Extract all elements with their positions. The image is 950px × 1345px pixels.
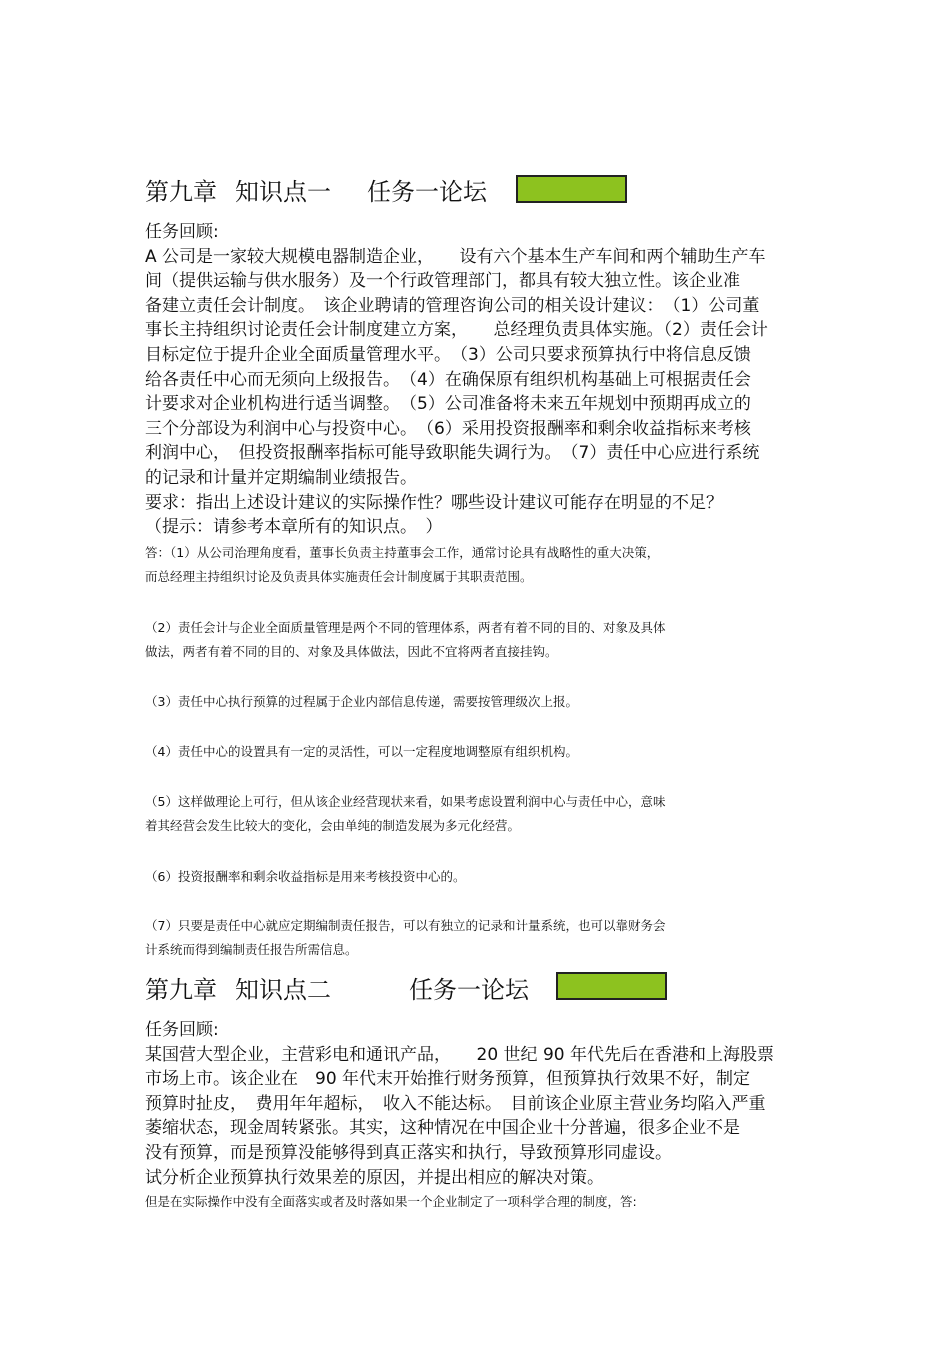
body-line: 给各责任中心而无须向上级报告。 （4）在确保原有组织机构基础上可根据责任会: [145, 369, 751, 390]
answer-5: [145, 790, 825, 838]
section1-heading: [145, 172, 487, 212]
answer-4: [145, 740, 825, 764]
section1-body: [145, 220, 825, 540]
answer-line: （2）责任会计与企业全面质量管理是两个不同的管理体系，两者有着不同的目的、对象及具体: [145, 620, 666, 635]
body-line: A 公司是一家较大规模电器制造企业， 设有六个基本生产车间和两个辅助生产车: [145, 246, 766, 267]
answer-line: （5）这样做理论上可行，但从该企业经营现状来看，如果考虑设置利润中心与责任中心，意味: [145, 794, 666, 809]
answer-line: （4）责任中心的设置具有一定的灵活性，可以一定程度地调整原有组织机构。: [145, 744, 578, 759]
answer-line: （3）责任中心执行预算的过程属于企业内部信息传递，需要按管理级次上报。: [145, 694, 578, 709]
highlight-box: [556, 972, 667, 1000]
body-line: 计要求对企业机构进行适当调整。 （5）公司准备将未来五年规划中预期再成立的: [145, 394, 751, 415]
section-label: 任务回顾:: [145, 1020, 219, 1040]
body-line: 目标定位于提升企业全面质量管理水平。 （3）公司只要求预算执行中将信息反馈: [145, 344, 751, 365]
answer-2: [145, 616, 825, 664]
answer-line: 做法，两者有着不同的目的、对象及具体做法，因此不宜将两者直接挂钩。: [145, 644, 558, 659]
body-line: 萎缩状态，现金周转紧张。其实，这种情况在中国企业十分普遍，很多企业不是: [145, 1118, 740, 1139]
answer-line: 而总经理主持组织讨论及负责具体实施责任会计制度属于其职责范围。: [145, 569, 533, 584]
heading-knowledge-point: 知识点一: [235, 178, 331, 206]
answer-1: [145, 541, 825, 589]
heading-task-forum: 任务一论坛: [409, 976, 529, 1004]
answer-7: [145, 914, 825, 962]
heading-chapter: 第九章: [145, 976, 217, 1004]
body-line: 三个分部设为利润中心与投资中心。 （6）采用投资报酬率和剩余收益指标来考核: [145, 418, 751, 439]
answer-line: 计系统而得到编制责任报告所需信息。: [145, 942, 358, 957]
heading-task-forum: 任务一论坛: [367, 178, 487, 206]
section2-trailing: [145, 1190, 825, 1214]
answer-line: 答：（1）从公司治理角度看，董事长负责主持董事会工作，通常讨论具有战略性的重大决策，: [145, 545, 660, 560]
body-line: 要求：指出上述设计建议的实际操作性？哪些设计建议可能存在明显的不足？: [145, 492, 723, 513]
answer-6: [145, 865, 825, 889]
body-line: 备建立责任会计制度。 该企业聘请的管理咨询公司的相关设计建议： （1）公司董: [145, 295, 760, 316]
answer-line: （7）只要是责任中心就应定期编制责任报告，可以有独立的记录和计量系统，也可以靠财务会: [145, 918, 666, 933]
body-line: 预算时扯皮， 费用年年超标， 收入不能达标。 目前该企业原主营业务均陷入严重: [145, 1093, 766, 1114]
section2-body: [145, 1018, 825, 1190]
heading-chapter: 第九章: [145, 178, 217, 206]
section-label: 任务回顾:: [145, 222, 219, 242]
body-line: 事长主持组织讨论责任会计制度建立方案， 总经理负责具体实施。（2）责任会计: [145, 320, 768, 341]
answer-3: [145, 690, 825, 714]
section2-heading: [145, 970, 529, 1010]
body-line: 试分析企业预算执行效果差的原因，并提出相应的解决对策。: [145, 1167, 604, 1188]
answer-line: （6）投资报酬率和剩余收益指标是用来考核投资中心的。: [145, 869, 466, 884]
answer-line: 着其经营会发生比较大的变化，会由单纯的制造发展为多元化经营。: [145, 818, 521, 833]
body-line: 没有预算，而是预算没能够得到真正落实和执行，导致预算形同虚设。: [145, 1142, 672, 1163]
highlight-box: [516, 175, 627, 203]
body-line: （提示：请参考本章所有的知识点。 ）: [145, 517, 443, 538]
body-line: 某国营大型企业，主营彩电和通讯产品， 20 世纪 90 年代先后在香港和上海股票: [145, 1044, 774, 1065]
heading-knowledge-point: 知识点二: [235, 976, 331, 1004]
body-line: 市场上市。该企业在 90 年代末开始推行财务预算，但预算执行效果不好，制定: [145, 1069, 751, 1090]
body-line: 利润中心， 但投资报酬率指标可能导致职能失调行为。 （7）责任中心应进行系统: [145, 443, 760, 464]
body-line: 的记录和计量并定期编制业绩报告。: [145, 467, 417, 488]
body-line: 间（提供运输与供水服务）及一个行政管理部门，都具有较大独立性。该企业准: [145, 271, 740, 292]
trailing-line: 但是在实际操作中没有全面落实或者及时落如果一个企业制定了一项科学合理的制度，答:: [145, 1194, 637, 1209]
